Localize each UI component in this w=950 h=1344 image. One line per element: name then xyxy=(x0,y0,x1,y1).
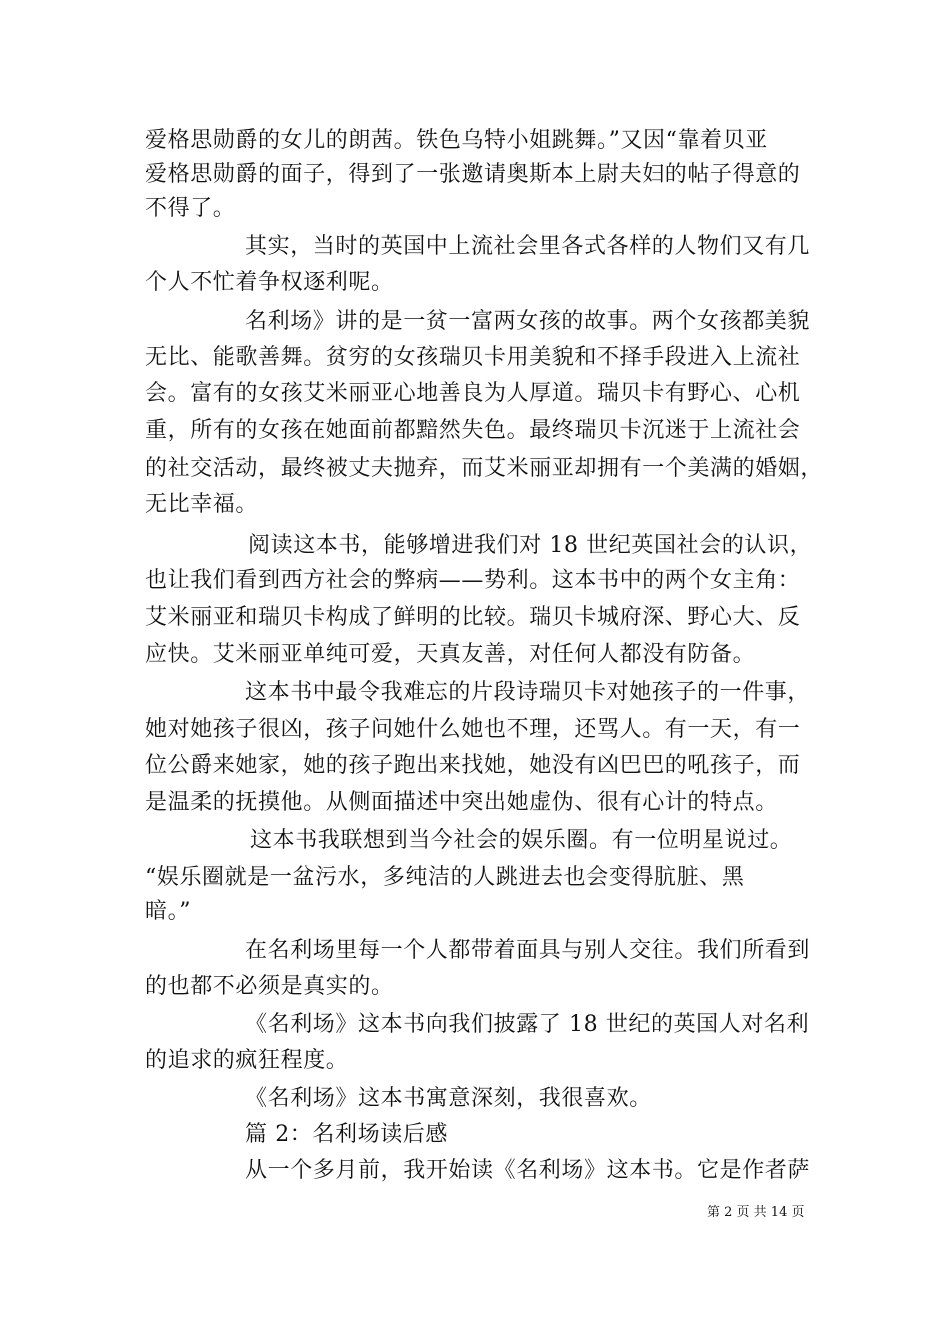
text-line: 艾米丽亚和瑞贝卡构成了鲜明的比较。瑞贝卡城府深、野心大、反 xyxy=(145,605,801,630)
text-line: 无比幸福。 xyxy=(145,492,259,517)
text-line: 的社交活动，最终被丈夫抛弃，而艾米丽亚却拥有一个美满的婚姻， xyxy=(145,456,824,481)
text-line: 《名利场》这本书寓意深刻，我很喜欢。 xyxy=(245,1086,652,1111)
text-line: 这本书中最令我难忘的片段诗瑞贝卡对她孩子的一件事， xyxy=(245,680,811,705)
text-line: 不得了。 xyxy=(145,196,236,221)
text-line: 这本书我联想到当今社会的娱乐圈。有一位明星说过。 xyxy=(250,828,793,853)
text-line: 其实，当时的英国中上流社会里各式各样的人物们又有几 xyxy=(245,234,811,259)
text-line: 重，所有的女孩在她面前都黯然失色。最终瑞贝卡沉迷于上流社会 xyxy=(145,418,801,443)
text-line: 在名利场里每一个人都带着面具与别人交往。我们所看到 xyxy=(245,938,811,963)
text-line: 爱格思勋爵的面子，得到了一张邀请奥斯本上尉夫妇的帖子得意的 xyxy=(145,162,801,187)
text-line: 无比、能歌善舞。贫穷的女孩瑞贝卡用美貌和不择手段进入上流社 xyxy=(145,345,801,370)
text-line: 个人不忙着争权逐利呢。 xyxy=(145,270,394,295)
text-line: 从一个多月前，我开始读《名利场》这本书。它是作者萨 xyxy=(245,1158,811,1183)
text-line: 位公爵来她家，她的孩子跑出来找她，她没有凶巴巴的吼孩子，而 xyxy=(145,753,801,778)
page-number-footer: 第 2 页 共 14 页 xyxy=(707,1205,805,1220)
text-line: 是温柔的抚摸他。从侧面描述中突出她虚伪、很有心计的特点。 xyxy=(145,790,778,815)
text-line: 暗。” xyxy=(145,899,192,924)
text-line: 的追求的疯狂程度。 xyxy=(145,1048,349,1073)
text-line: 阅读这本书，能够增进我们对 18 世纪英国社会的认识， xyxy=(248,533,813,558)
text-line: 她对她孩子很凶，孩子问她什么她也不理，还骂人。有一天，有一 xyxy=(145,717,801,742)
text-line: 名利场》讲的是一贫一富两女孩的故事。两个女孩都美貌 xyxy=(245,309,811,334)
section-heading: 篇 2：名利场读后感 xyxy=(245,1122,448,1147)
text-line: 也让我们看到西方社会的弊病——势利。这本书中的两个女主角： xyxy=(145,568,801,593)
text-line: 的也都不必须是真实的。 xyxy=(145,974,394,999)
text-line: 爱格思勋爵的女儿的朗茜。铁色乌特小姐跳舞。”又因“靠着贝亚 xyxy=(145,128,768,153)
text-line: “娱乐圈就是一盆污水，多纯洁的人跳进去也会变得肮脏、黑 xyxy=(145,865,745,890)
text-line: 《名利场》这本书向我们披露了 18 世纪的英国人对名利 xyxy=(245,1012,810,1037)
text-line: 会。富有的女孩艾米丽亚心地善良为人厚道。瑞贝卡有野心、心机 xyxy=(145,381,801,406)
text-line: 应快。艾米丽亚单纯可爱，天真友善，对任何人都没有防备。 xyxy=(145,642,756,667)
